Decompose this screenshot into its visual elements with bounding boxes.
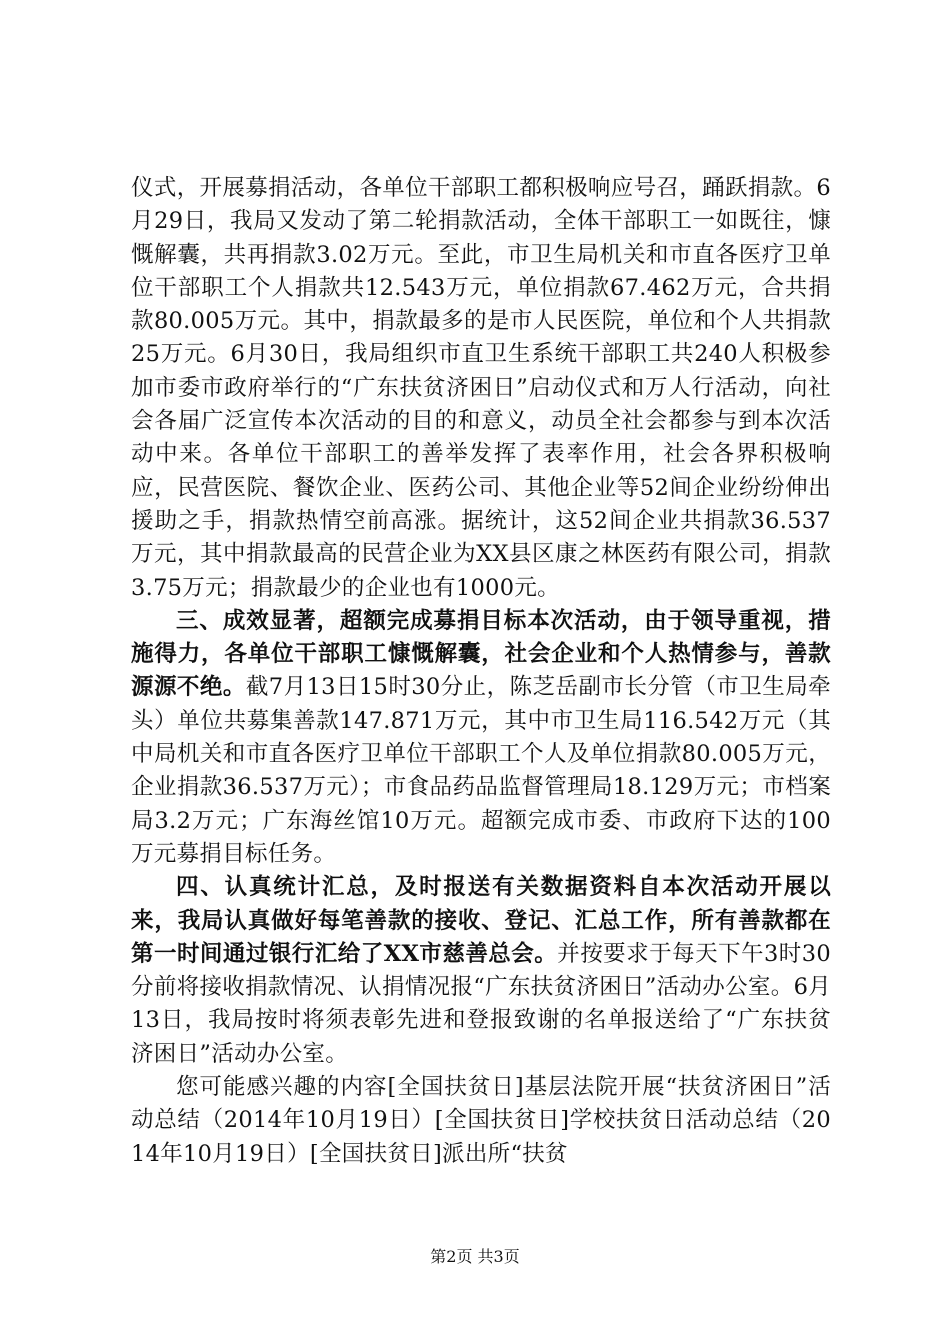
section-three-heading: 三、成效显著，超额完成募捐目标本次活动，由于领导重视，措施得力，各单位干部职工慷慨解囊，社会企业和个人热情参与，善款源源不绝。: [131, 607, 831, 701]
related-content-text: 您可能感兴趣的内容[全国扶贫日]基层法院开展“扶贫济困日”活动总结（2014年10月19日）[全国扶贫日]学校扶贫日活动总结（2014年10月19日）[全国扶贫日]派出所“扶贫: [131, 1074, 831, 1167]
paragraph-section-four: [131, 871, 831, 1071]
section-four-heading: 四、认真统计汇总，及时报送有关数据资料自本次活动开展以来，我局认真做好每笔善款的接收、登记、汇总工作，所有善款都在第一时间通过银行汇给了XX市慈善总会。: [131, 874, 831, 967]
document-body: [131, 172, 831, 1171]
paragraph-text: 并按要求于每天下午3时30分前将接收捐款情况、认捐情况报“广东扶贫济困日”活动办公室。6月13日，我局按时将须表彰先进和登报致谢的名单报送给了“广东扶贫济困日”活动办公室。: [131, 940, 831, 1067]
paragraph-donation-details: [131, 172, 831, 605]
paragraph-related-content: [131, 1071, 831, 1171]
paragraph-section-three: [131, 605, 831, 871]
page-footer: [0, 1247, 950, 1267]
paragraph-text: 截7月13日15时30分止，陈芝岳副市长分管（市卫生局牵头）单位共募集善款147.871万元，其中市卫生局116.542万元（其中局机关和市直各医疗卫单位干部职工个人及单位捐款80.005万元，企业捐款36.537万元）；市食品药品监督管理局18.129万元；市档案局3.2万元；广东海丝馆10万元。超额完成市委、市政府下达的100万元募捐目标任务。: [131, 674, 831, 867]
paragraph-text: 仪式，开展募捐活动，各单位干部职工都积极响应号召，踊跃捐款。6月29日，我局又发动了第二轮捐款活动，全体干部职工一如既往，慷慨解囊，共再捐款3.02万元。至此，市卫生局机关和市直各医疗卫单位干部职工个人捐款共12.543万元，单位捐款67.462万元，合共捐款80.005万元。其中，捐款最多的是市人民医院，单位和个人共捐款25万元。6月30日，我局组织市直卫生系统干部职工共240人积极参加市委市政府举行的“广东扶贫济困日”启动仪式和万人行活动，向社会各届广泛宣传本次活动的目的和意义，动员全社会都参与到本次活动中来。各单位干部职工的善举发挥了表率作用，社会各界积极响应，民营医院、餐饮企业、医药公司、其他企业等52间企业纷纷伸出援助之手，捐款热情空前高涨。据统计，这52间企业共捐款36.537万元，其中捐款最高的民营企业为XX县区康之林医药有限公司，捐款3.75万元；捐款最少的企业也有1000元。: [131, 175, 831, 601]
page-number: 第2页 共3页: [430, 1247, 520, 1266]
